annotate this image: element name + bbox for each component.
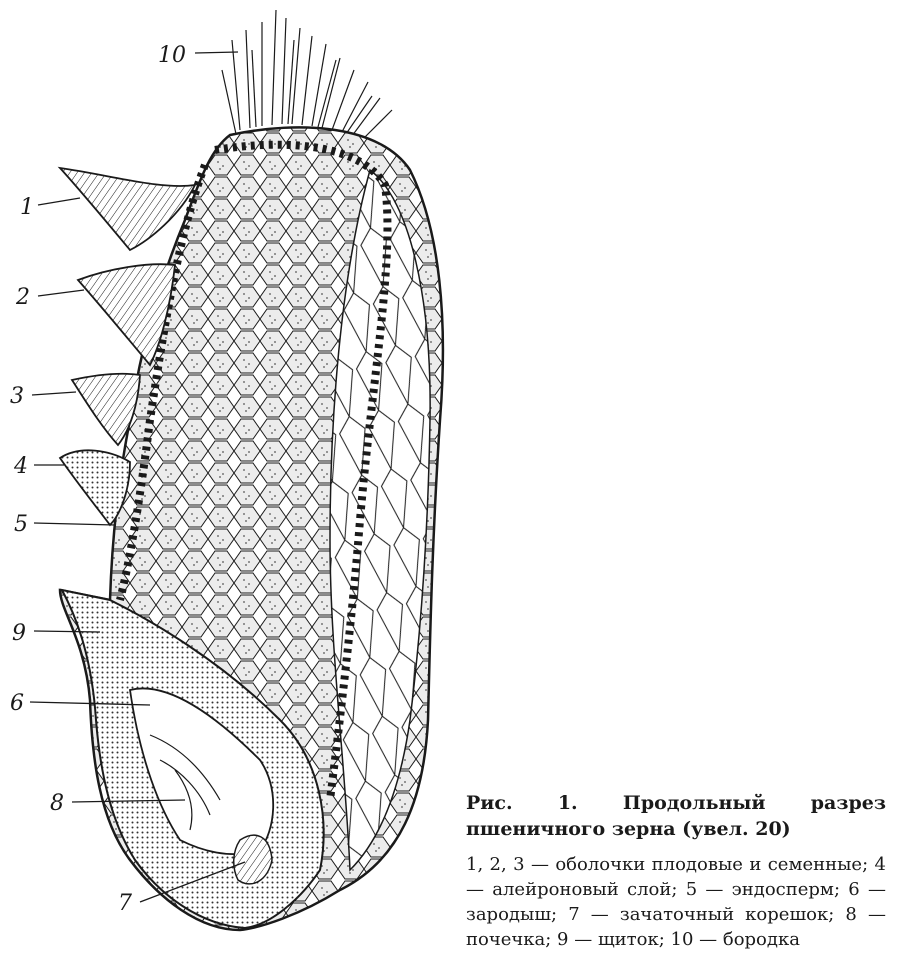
label-5: 5 [14,512,28,537]
label-4: 4 [14,454,28,479]
label-2: 2 [16,285,30,310]
label-6: 6 [10,691,24,716]
label-7: 7 [118,891,132,916]
figure-caption [466,790,886,952]
caption-title: Рис. 1. Продольный разрез пшеничного зерна (увел. 20) [466,792,886,840]
label-3: 3 [10,384,24,409]
label-9: 9 [12,621,26,646]
label-10: 10 [158,43,186,68]
caption-legend: 1, 2, 3 — оболочки плодовые и семенные; 4 — алейроновый слой; 5 — эндосперм; 6 — зародыш; 7 — зачаточный корешок; 8 — почечка; 9 — щиток; 10 — бородка [466,854,886,950]
label-1: 1 [20,195,34,220]
pericarp-flap-1 [60,168,195,250]
brush-hairs [222,10,392,140]
label-8: 8 [50,791,64,816]
